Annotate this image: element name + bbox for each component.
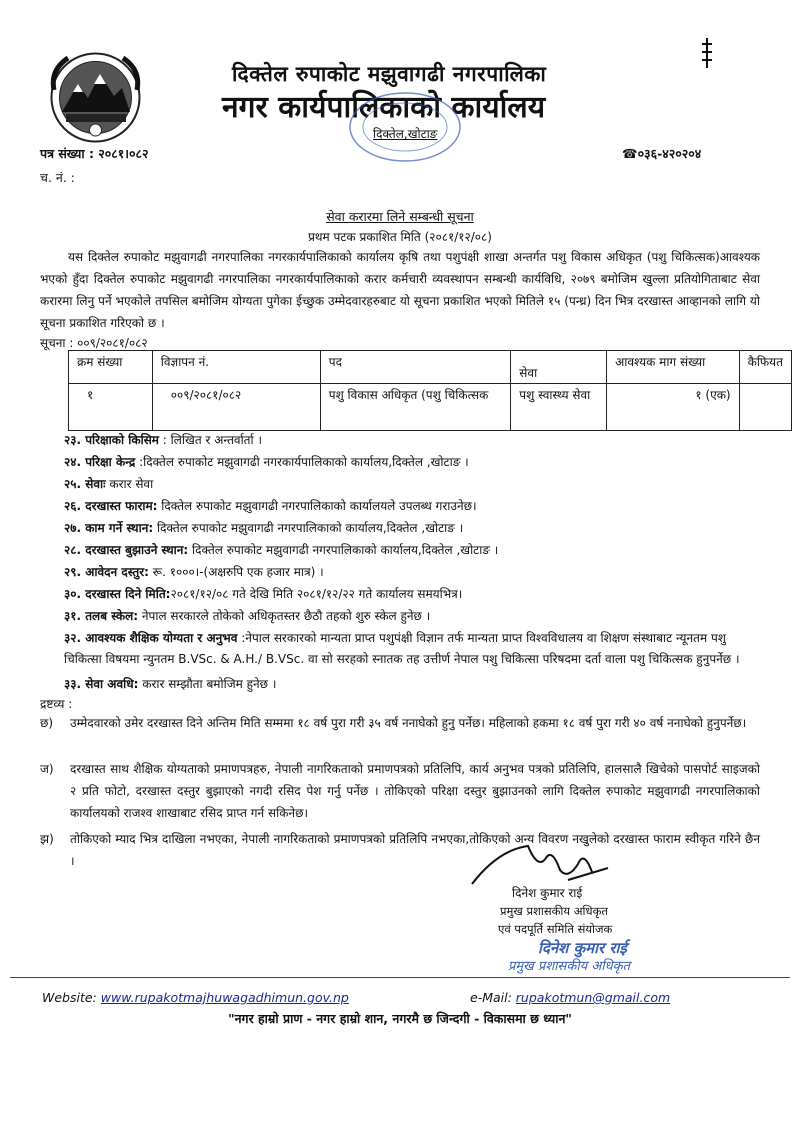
list-item: २७. काम गर्ने स्थान: दिक्तेल रुपाकोट मझुवागढी नगरपालिकाको कार्यालय,दिक्तेल ,खोटाङ । [64, 521, 464, 535]
table-row [69, 384, 792, 431]
col-header-ad-no: विज्ञापन नं. [152, 351, 320, 384]
cell-remarks [739, 384, 791, 431]
table-header-row [69, 351, 792, 384]
letter-number: पत्र संख्या : २०८१।०८२ [40, 146, 149, 161]
signatory-name: दिनेश कुमार राई [512, 886, 583, 900]
col-header-sn: क्रम संख्या [69, 351, 153, 384]
seal-name: दिनेश कुमार राई [538, 939, 627, 957]
signatory-role: प्रमुख प्रशासकीय अधिकृत [500, 904, 608, 918]
website-label: Website: [42, 990, 97, 1005]
list-item: ३१. तलब स्केल: नेपाल सरकारले तोकेको अधिकृतस्तर छैठौ तहको शुरु स्केल हुनेछ । [64, 609, 431, 623]
cell-demand: १ (एक) [607, 384, 739, 431]
col-header-service: सेवा [511, 351, 607, 384]
cell-sn: १ [69, 384, 153, 431]
notice-intro: यस दिक्तेल रुपाकोट मझुवागढी नगरपालिका नगरकार्यपालिकाको कार्यालय कृषि तथा पशुपंक्षी शाखा अन्तर्गत पशु विकास अधिकृत (पशु चिकित्सक)आवश्यक भएको हुँदा दिक्तेल रुपाकोट मझुवागढी नगरपालिका नगरकार्यपालिकाको करार कर्मचारी व्यवस्थापन सम्बन्धी कार्यविधि, २०७९ बमोजिम खुल्ला प्रतियोगिताबाट सेवा करारमा लिनु पर्ने भएकोले तपसिल बमोजिम योग्यता पुगेका ईच्छुक उम्मेदवारहरुबाट यो सूचना प्रकाशित भएको मितिले १५ (पन्ध्र) दिन भित्र दरखास्त आव्हानको लागि यो सूचना प्रकाशित गरिएको छ । [40, 250, 760, 330]
footer-website [42, 990, 349, 1005]
list-item: २४. परिक्षा केन्द्र :दिक्तेल रुपाकोट मझुवागढी नगरकार्यपालिकाको कार्यालय,दिक्तेल ,खोटाङ । [64, 455, 469, 469]
website-link[interactable]: www.rupakotmajhuwagadhimun.gov.np [100, 990, 349, 1005]
office-location: दिक्तेल,खोटाङ [373, 127, 438, 141]
notice-subject: सेवा करारमा लिने सम्बन्धी सूचना [326, 209, 474, 224]
list-item: २३. परिक्षाको किसिम : लिखित र अन्तर्वार्ता । [64, 433, 262, 447]
signatory-committee: एवं पदपूर्ति समिति संयोजक [498, 922, 613, 936]
cell-ad-no: ००९/२०८१/०८२ [152, 384, 320, 431]
municipality-emblem-icon [48, 50, 143, 145]
corner-mark-icon [700, 38, 714, 68]
dispatch-number: च. नं. : [40, 170, 75, 185]
notes-heading: द्रष्टव्य : [40, 697, 73, 711]
col-header-remarks: कैफियत [739, 351, 791, 384]
notice-number: सूचना : ००९/२०८१/०८२ [40, 336, 148, 350]
col-header-demand: आवश्यक माग संख्या [607, 351, 739, 384]
publish-date: प्रथम पटक प्रकाशित मिति (२०८१/१२/०८) [308, 230, 492, 244]
footer-divider [10, 977, 790, 978]
footer-slogan: "नगर हाम्रो प्राण - नगर हाम्रो शान, नगरमै छ जिन्दगी - विकासमा छ ध्यान" [228, 1011, 572, 1026]
office-stamp-icon [345, 90, 465, 165]
list-item: २८. दरखास्त बुझाउने स्थान: दिक्तेल रुपाकोट मझुवागढी नगरपालिकाको कार्यालय,दिक्तेल ,खोटाङ । [64, 543, 499, 557]
list-item: २९. आवेदन दस्तुर: रू. १०००।-(अक्षरुपि एक हजार मात्र) । [64, 565, 324, 579]
email-label: e-Mail: [470, 990, 512, 1005]
email-link[interactable]: rupakotmun@gmail.com [515, 990, 671, 1005]
list-item: २६. दरखास्त फाराम: दिक्तेल रुपाकोट मझुवागढी नगरपालिकाको कार्यालयले उपलब्ध गराउनेछ। [64, 499, 477, 513]
list-item: ३०. दरखास्त दिने मिति:२०८१/१२/०८ गते देखि मिति २०८१/१२/२२ गते कार्यालय समयभित्र। [64, 587, 463, 601]
cell-service: पशु स्वास्थ्य सेवा [511, 384, 607, 431]
office-title: नगर कार्यपालिकाको कार्यालय [222, 90, 546, 125]
footer-email [470, 990, 670, 1005]
list-item: ३२. आवश्यक शैक्षिक योग्यता र अनुभव :नेपाल सरकारको मान्यता प्राप्त पशुपंक्षी विज्ञान तर्फ मान्यता प्राप्त विश्वविधालय वा शिक्षण संस्थाबाट न्यूनतम पशु चिकित्सा विषयमा न्युनतम B.VSc. & A.H./ B.VSc. वा सो सरहको स्नातक तह उत्तीर्ण नेपाल पशु चिकित्सा परिषदमा दर्ता वाला पशु चिकित्सक हुनुपर्नेछ । [64, 631, 740, 666]
list-item: ३३. सेवा अवधि: करार सम्झौता बमोजिम हुनेछ । [64, 677, 277, 691]
list-item: २५. सेवाः करार सेवा [64, 477, 154, 491]
seal-role: प्रमुख प्रशासकीय अधिकृत [508, 959, 631, 974]
phone-number: ☎०३६-४२०२०४ [622, 146, 702, 161]
col-header-post: पद [320, 351, 511, 384]
signature-icon [468, 840, 618, 890]
vacancy-table [68, 350, 792, 431]
cell-post: पशु विकास अधिकृत (पशु चिकित्सक [320, 384, 511, 431]
municipality-name: दिक्तेल रुपाकोट मझुवागढी नगरपालिका [232, 62, 547, 86]
